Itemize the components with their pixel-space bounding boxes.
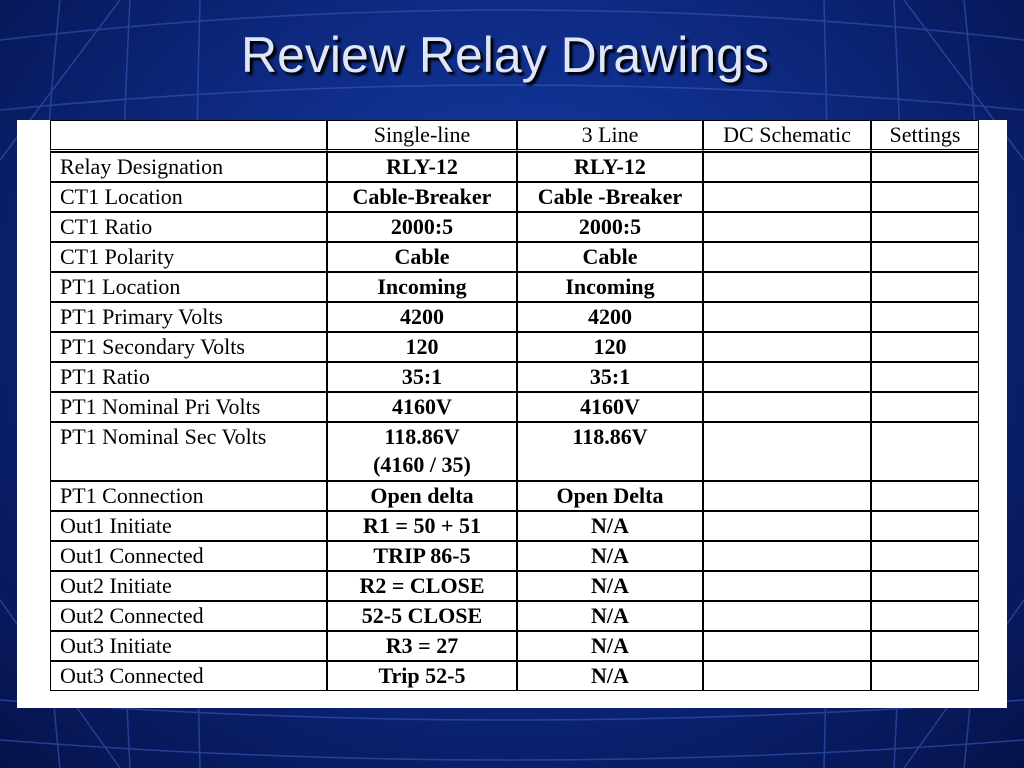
dc-schematic-value [703, 182, 871, 212]
dc-schematic-value [703, 422, 871, 481]
table-row [50, 362, 979, 392]
single-line-value [327, 212, 517, 242]
settings-value [871, 392, 979, 422]
settings-value [871, 242, 979, 272]
single-line-value [327, 242, 517, 272]
content-panel [17, 120, 1007, 708]
table-row [50, 541, 979, 571]
single-line-value [327, 511, 517, 541]
three-line-value: 4200 [517, 302, 703, 332]
header-cell-blank [50, 120, 327, 152]
row-label: PT1 Ratio [50, 362, 327, 392]
three-line-value: RLY-12 [517, 152, 703, 182]
three-line-value: 120 [517, 332, 703, 362]
table-row [50, 661, 979, 691]
settings-value [871, 571, 979, 601]
row-label: Out3 Connected [50, 661, 327, 691]
row-label: Out3 Initiate [50, 631, 327, 661]
three-line-value: Cable [517, 242, 703, 272]
header-three-line: 3 Line [517, 120, 703, 152]
dc-schematic-value [703, 511, 871, 541]
single-line-value-text: 4160V [392, 394, 452, 419]
settings-value [871, 332, 979, 362]
settings-value [871, 302, 979, 332]
dc-schematic-value [703, 212, 871, 242]
settings-value [871, 631, 979, 661]
row-label: PT1 Nominal Pri Volts [50, 392, 327, 422]
table-row [50, 481, 979, 511]
table-row [50, 422, 979, 481]
settings-value [871, 601, 979, 631]
dc-schematic-value [703, 332, 871, 362]
single-line-value [327, 362, 517, 392]
row-label: CT1 Polarity [50, 242, 327, 272]
three-line-value: Incoming [517, 272, 703, 302]
dc-schematic-value [703, 631, 871, 661]
single-line-value-text: Trip 52-5 [378, 663, 466, 688]
dc-schematic-value [703, 152, 871, 182]
single-line-value [327, 631, 517, 661]
three-line-value: N/A [517, 511, 703, 541]
single-line-value [327, 182, 517, 212]
settings-value [871, 272, 979, 302]
three-line-value: N/A [517, 541, 703, 571]
single-line-value-note: (4160 / 35) [373, 452, 471, 477]
table-row [50, 272, 979, 302]
dc-schematic-value [703, 541, 871, 571]
settings-value [871, 541, 979, 571]
table-row [50, 392, 979, 422]
dc-schematic-value [703, 272, 871, 302]
single-line-value-text: 35:1 [401, 364, 443, 389]
three-line-value: 35:1 [517, 362, 703, 392]
single-line-value [327, 422, 517, 481]
header-dc-schematic: DC Schematic [703, 120, 871, 152]
single-line-value-text: TRIP 86-5 [373, 543, 471, 568]
row-label: Out2 Connected [50, 601, 327, 631]
settings-value [871, 362, 979, 392]
row-label: PT1 Secondary Volts [50, 332, 327, 362]
single-line-value-text: 118.86V [384, 424, 460, 449]
row-label: PT1 Connection [50, 481, 327, 511]
table-row [50, 152, 979, 182]
settings-value [871, 661, 979, 691]
three-line-value: N/A [517, 661, 703, 691]
settings-value [871, 152, 979, 182]
table-row [50, 242, 979, 272]
single-line-value-text: 4200 [400, 304, 444, 329]
dc-schematic-value [703, 601, 871, 631]
table-row [50, 631, 979, 661]
row-label: PT1 Primary Volts [50, 302, 327, 332]
row-label: CT1 Location [50, 182, 327, 212]
single-line-value-text: R2 = CLOSE [359, 573, 485, 598]
table-row [50, 332, 979, 362]
table-row [50, 212, 979, 242]
three-line-value: N/A [517, 571, 703, 601]
single-line-value-text: R3 = 27 [385, 633, 459, 658]
dc-schematic-value [703, 571, 871, 601]
single-line-value-text: 120 [405, 334, 439, 359]
single-line-value-text: RLY-12 [386, 154, 458, 179]
single-line-value-text: R1 = 50 + 51 [363, 513, 481, 538]
settings-value [871, 182, 979, 212]
dc-schematic-value [703, 392, 871, 422]
three-line-value: N/A [517, 631, 703, 661]
dc-schematic-value [703, 481, 871, 511]
single-line-value [327, 481, 517, 511]
table-row [50, 601, 979, 631]
single-line-value [327, 272, 517, 302]
dc-schematic-value [703, 661, 871, 691]
row-label: Out1 Initiate [50, 511, 327, 541]
three-line-value: Open Delta [517, 481, 703, 511]
table-row [50, 571, 979, 601]
settings-value [871, 422, 979, 481]
row-label: PT1 Location [50, 272, 327, 302]
single-line-value [327, 152, 517, 182]
three-line-value: Cable -Breaker [517, 182, 703, 212]
header-single-line: Single-line [327, 120, 517, 152]
three-line-value: 2000:5 [517, 212, 703, 242]
single-line-value [327, 661, 517, 691]
single-line-value-text: Open delta [370, 483, 474, 508]
single-line-value-text: Incoming [377, 274, 467, 299]
table-row [50, 182, 979, 212]
single-line-value-text: 52-5 CLOSE [361, 603, 483, 628]
dc-schematic-value [703, 242, 871, 272]
row-label: Relay Designation [50, 152, 327, 182]
single-line-value [327, 571, 517, 601]
table-header-row [50, 120, 979, 152]
three-line-value: 4160V [517, 392, 703, 422]
three-line-value: N/A [517, 601, 703, 631]
single-line-value-text: Cable [394, 244, 450, 269]
settings-value [871, 212, 979, 242]
settings-value [871, 511, 979, 541]
settings-value [871, 481, 979, 511]
relay-review-table [50, 120, 979, 691]
slide-title: Review Relay Drawings [241, 27, 769, 83]
single-line-value-text: Cable-Breaker [352, 184, 492, 209]
row-label: PT1 Nominal Sec Volts [50, 422, 327, 481]
row-label: CT1 Ratio [50, 212, 327, 242]
header-settings: Settings [871, 120, 979, 152]
row-label: Out2 Initiate [50, 571, 327, 601]
dc-schematic-value [703, 362, 871, 392]
single-line-value [327, 302, 517, 332]
single-line-value [327, 541, 517, 571]
single-line-value [327, 601, 517, 631]
three-line-value: 118.86V [517, 422, 703, 481]
table-row [50, 302, 979, 332]
dc-schematic-value [703, 302, 871, 332]
single-line-value [327, 332, 517, 362]
row-label: Out1 Connected [50, 541, 327, 571]
single-line-value-text: 2000:5 [390, 214, 454, 239]
single-line-value [327, 392, 517, 422]
table-row [50, 511, 979, 541]
